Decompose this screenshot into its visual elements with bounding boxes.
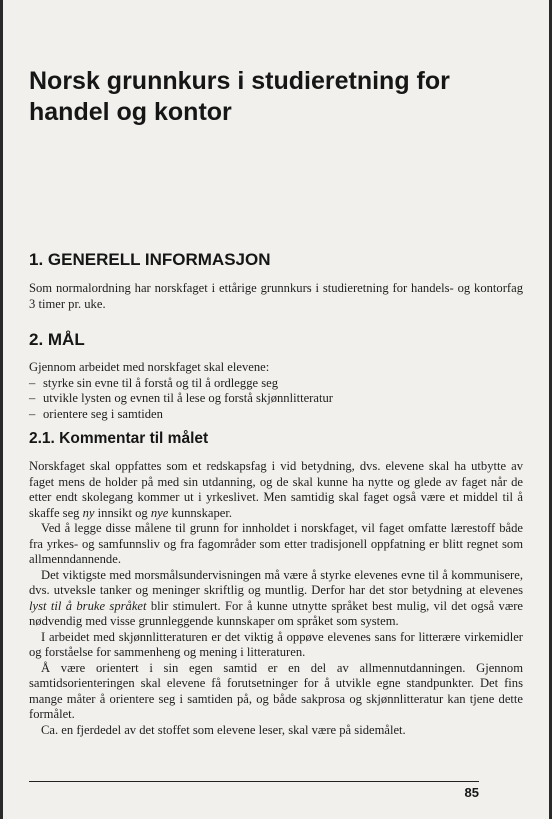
paragraph: I arbeidet med skjønnlitteraturen er det viktig å oppøve elevenes sans for litterære virkemidler og forståelse for sammenheng og mening i litteraturen. <box>29 629 523 659</box>
list-item: – utvikle lysten og evnen til å lese og forstå skjønnlitteratur <box>29 391 333 405</box>
section-text-mal <box>29 360 523 422</box>
paragraph: Norskfaget skal oppfattes som et redskapsfag i vid betydning, dvs. elevene skal ha utbytte av faget mens de holder på med sin utdanning, og de skal kunne ha nytte og glede av faget når de etter endt skolegang kommer ut i yrkeslivet. Men samtidig skal faget også være et middel til å skaffe seg ny innsikt og nye kunnskaper. <box>29 459 523 520</box>
paragraph: Ved å legge disse målene til grunn for innholdet i norskfaget, vil faget omfatte lærestoff både fra yrkes- og samfunnsliv og fra fagområder som etter tradisjonell oppfatning er blitt regnet som allmenndannende. <box>29 521 523 566</box>
section-text-generell-informasjon <box>29 281 523 312</box>
section-heading-generell-informasjon: 1. GENERELL INFORMASJON <box>29 250 271 269</box>
paragraph: Ca. en fjerdedel av det stoffet som elevene leser, skal være på sidemålet. <box>41 722 406 737</box>
paragraph: Gjennom arbeidet med norskfaget skal elevene: <box>29 360 270 374</box>
section-heading-mal: 2. MÅL <box>29 330 85 349</box>
page-number: 85 <box>464 785 479 800</box>
section-heading-kommentar: 2.1. Kommentar til målet <box>29 430 209 447</box>
section-text-kommentar <box>29 459 523 738</box>
goal-list <box>29 376 523 423</box>
list-item: – styrke sin evne til å forstå og til å ordlegge seg <box>29 375 279 390</box>
page-title: Norsk grunnkurs i studieretning for handel og kontor <box>29 67 450 126</box>
list-item: – orientere seg i samtiden <box>29 406 163 421</box>
paragraph: Det viktigste med morsmålsundervisningen må være å styrke elevenes evne til å kommunisere, dvs. utveksle tanker og meninger skriftlig og muntlig. Derfor har det stor betydning at elevenes lyst til å bruke språket blir stimulert. For å kunne utnytte språket best mulig, vil det også være nødvendig med visse grunnleggende kunnskaper om språket som system. <box>29 567 523 628</box>
paragraph: Som normalordning har norskfaget i ettårige grunnkurs i studieretning for handels- og kontorfag 3 timer pr. uke. <box>29 281 523 311</box>
paragraph: Å være orientert i sin egen samtid er en del av allmennutdanningen. Gjennom samtidsorienteringen skal elevene få forutsetninger for å utvikle egne standpunkter. Det fins mange måter å orientere seg i samtiden på, og både sakprosa og skjønnlitteratur kan tjene dette formålet. <box>29 660 523 721</box>
footer-rule <box>29 781 479 782</box>
